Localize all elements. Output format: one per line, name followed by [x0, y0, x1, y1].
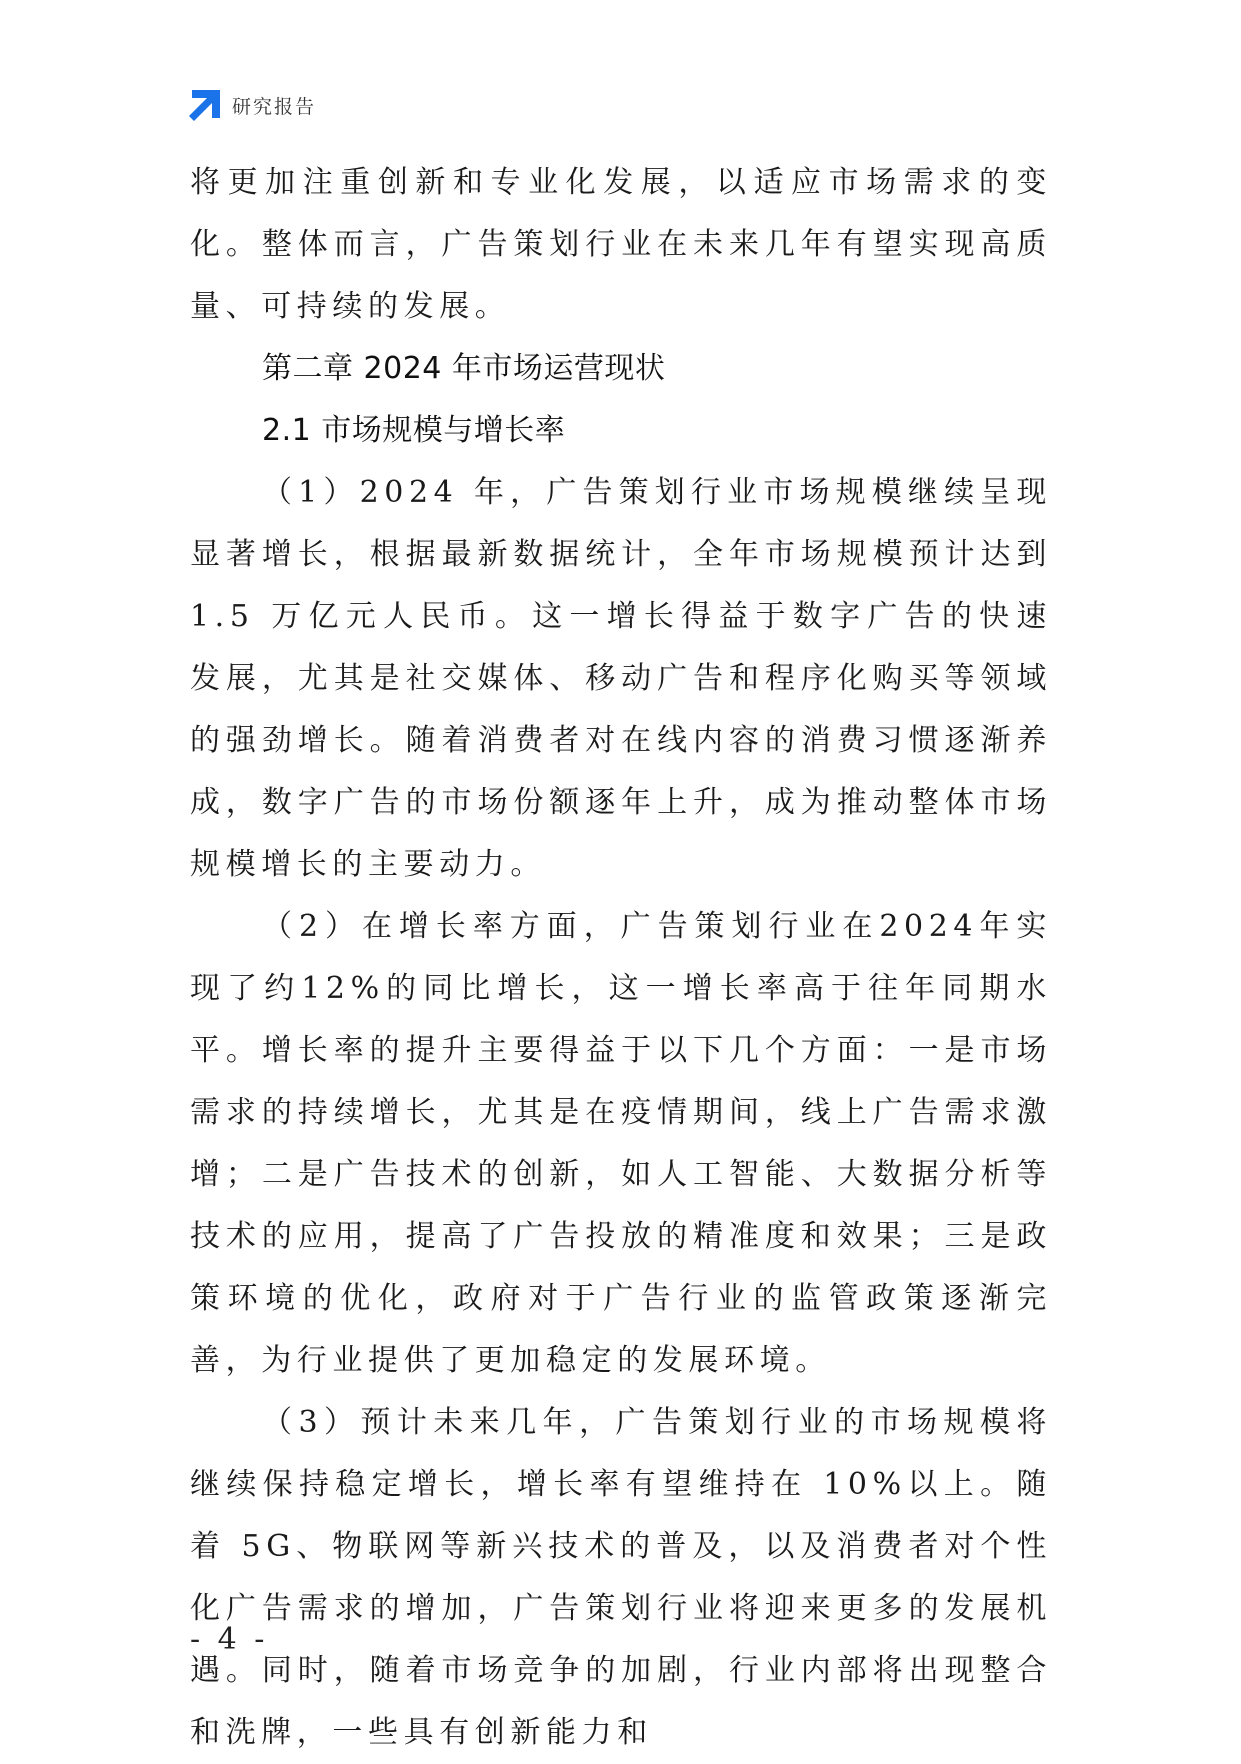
paragraph-1: （1）2024 年，广告策划行业市场规模继续呈现显著增长，根据最新数据统计，全年市场规模预计达到 1.5 万亿元人民币。这一增长得益于数字广告的快速发展，尤其是社交媒体、移动广告和程序化购买等领域的强劲增长。随着消费者对在线内容的消费习惯逐渐养成，数字广告的市场份额逐年上升，成为推动整体市场规模增长的主要动力。 — [190, 475, 1052, 882]
report-header — [188, 88, 316, 122]
document-body — [190, 152, 1052, 1764]
section-heading: 2.1 市场规模与增长率 — [262, 413, 566, 448]
paragraph-2: （2）在增长率方面，广告策划行业在2024年实现了约12%的同比增长，这一增长率高于往年同期水平。增长率的提升主要得益于以下几个方面：一是市场需求的持续增长，尤其是在疫情期间，线上广告需求激增；二是广告技术的创新，如人工智能、大数据分析等技术的应用，提高了广告投放的精准度和效果；三是政策环境的优化，政府对于广告行业的监管政策逐渐完善，为行业提供了更加稳定的发展环境。 — [190, 909, 1052, 1378]
paragraph-3: （3）预计未来几年，广告策划行业的市场规模将继续保持稳定增长，增长率有望维持在 10%以上。随着 5G、物联网等新兴技术的普及，以及消费者对个性化广告需求的增加，广告策划行业将迎来更多的发展机遇。同时，随着市场竞争的加剧，行业内部将出现整合和洗牌，一些具有创新能力和 — [190, 1405, 1052, 1750]
page-number: - 4 - — [190, 1622, 269, 1657]
intro-paragraph: 将更加注重创新和专业化发展，以适应市场需求的变化。整体而言，广告策划行业在未来几年有望实现高质量、可持续的发展。 — [190, 165, 1052, 324]
chapter-heading: 第二章 2024 年市场运营现状 — [262, 351, 666, 386]
arrow-up-right-icon — [188, 88, 222, 122]
header-title: 研究报告 — [232, 95, 317, 118]
